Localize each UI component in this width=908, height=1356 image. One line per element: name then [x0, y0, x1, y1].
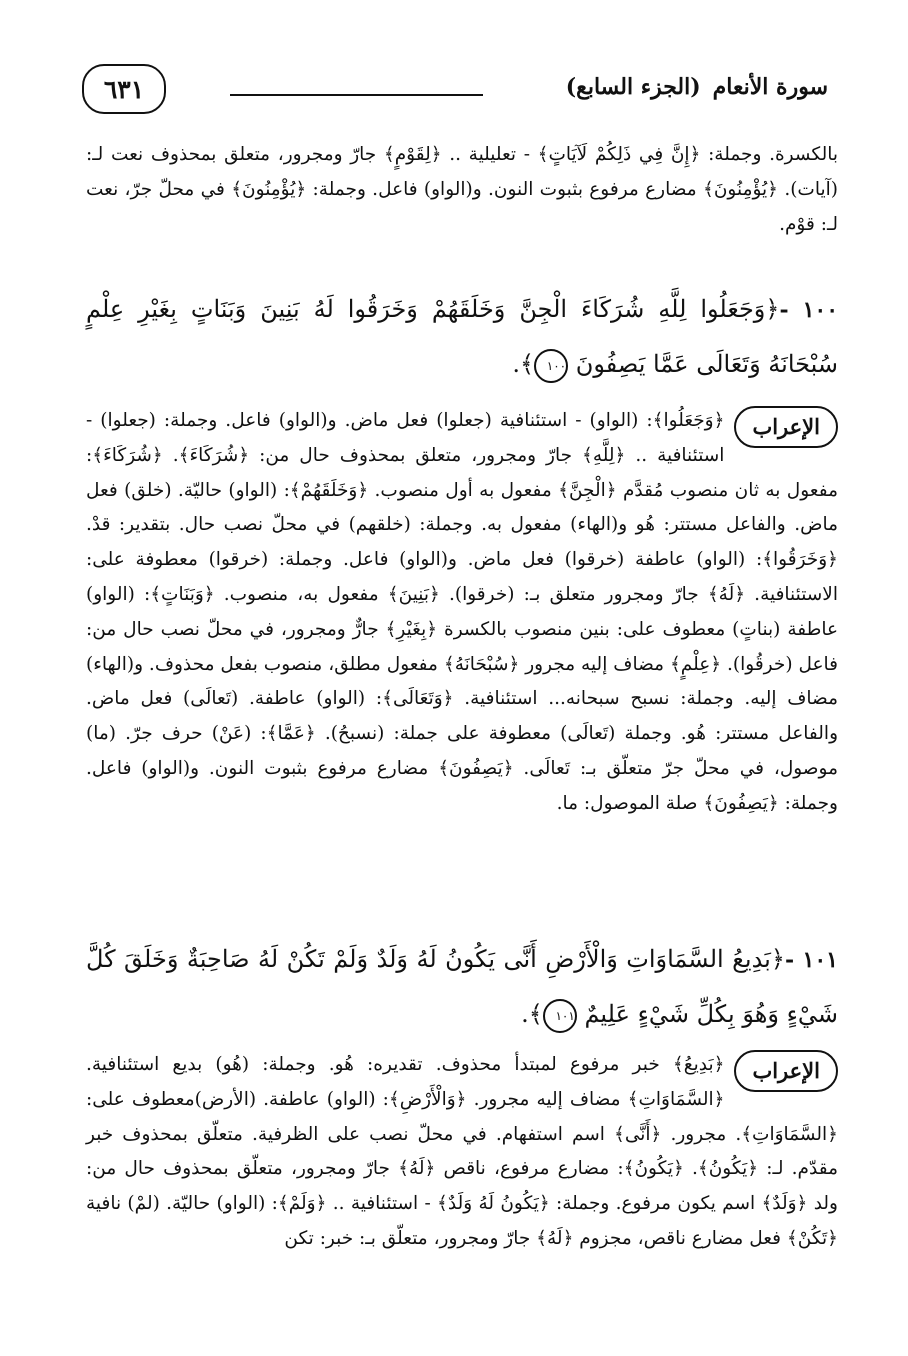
header-rule	[230, 94, 483, 96]
verse-number: ١٠٠ -	[779, 297, 839, 323]
irab-text: ﴿وَجَعَلُوا﴾: (الواو) - استئنافية (جعلوا) فعل ماض. و(الواو) فاعل. وجملة: (جعلوا) - استئنافية .. ﴿لِلَّهِ﴾ جارّ ومجرور، متعلق بمحذوف حال من: ﴿شُرَكَاءَ﴾. ﴿شُرَكَاءَ﴾: مفعول به ثان منصوب مُقدَّم ﴿الْجِنَّ﴾ مفعول به أول منصوب. ﴿وَخَلَقَهُمْ﴾: (الواو) حاليّة. (خلق) فعل ماض. والفاعل مستتر: هُو و(الهاء) مفعول به. وجملة: (خلقهم) في محلّ نصب حال. بتقدير: قدْ. ﴿وَخَرَقُوا﴾: (الواو) عاطفة (خرقوا) فعل ماض. و(الواو) فاعل. وجملة: (خرقوا) معطوفة على: الاستئنافية. ﴿لَهُ﴾ جارّ ومجرور متعلق بـ: (خرقوا). ﴿بَنِينَ﴾ مفعول به، منصوب. ﴿وَبَنَاتٍ﴾: (الواو) عاطفة (بناتٍ) معطوف على: بنين منصوب بالكسرة ﴿بِغَيْرِ﴾ جارٌّ ومجرور، في محلّ نصب حال من: فاعل (خرقُوا). ﴿عِلْمٍ﴾ مضاف إليه مجرور ﴿سُبْحَانَهُ﴾ مفعول مطلق، منصوب بفعل محذوف. و(الهاء) مضاف إليه. وجملة: نسبح سبحانه... استئنافية. ﴿وَتَعَالَى﴾: (الواو) عاطفة. (تَعالَى) فعل ماض. والفاعل مستتر: هُو. وجملة (تَعالَى) معطوفة على جملة: (نسبحُ). ﴿عَمَّا﴾: (عَنْ) حرف جرّ. (ما) موصول، في محلّ جرّ متعلّق بـ: تَعالَى. ﴿يَصِفُونَ﴾ مضارع مرفوع بثبوت النون. و(الواو) فاعل. وجملة: ﴿يَصِفُونَ﴾ صلة الموصول: ما.	[86, 410, 838, 814]
page-header	[82, 62, 828, 116]
ayah-end-marker: ١٠٠	[534, 349, 568, 383]
ayah-end-marker: ١٠١	[543, 999, 577, 1033]
verse-number: ١٠١ -	[784, 947, 838, 973]
verse-text: ﴿بَدِيعُ السَّمَاوَاتِ وَالْأَرْضِ أَنَّى يَكُونُ لَهُ وَلَدٌ وَلَمْ تَكُنْ لَهُ صَاحِبَةٌ وَخَلَقَ كُلَّ شَيْءٍ وَهُوَ بِكُلِّ شَيْءٍ عَلِيمٌ	[86, 945, 838, 1028]
verse-101	[86, 932, 838, 1041]
page-number: ٦٣١	[82, 64, 166, 114]
verse-text: ﴿وَجَعَلُوا لِلَّهِ شُرَكَاءَ الْجِنَّ وَخَلَقَهُمْ وَخَرَقُوا لَهُ بَنِينَ وَبَنَاتٍ بِغَيْرِ عِلْمٍ سُبْحَانَهُ وَتَعَالَى عَمَّا يَصِفُونَ	[86, 295, 838, 378]
part-name: (الجزء السابع)	[565, 74, 701, 100]
irab-label: الإعراب	[734, 1050, 838, 1092]
paragraph-1: بالكسرة. وجملة: ﴿إِنَّ فِي ذَلِكُمْ لَآيَاتٍ﴾ - تعليلية .. ﴿لِقَوْمٍ﴾ جارّ ومجرور، متعلق بمحذوف نعت لـ: (آيات). ﴿يُؤْمِنُونَ﴾ مضارع مرفوع بثبوت النون. و(الواو) فاعل. وجملة: ﴿يُؤْمِنُونَ﴾ في محلّ جرّ، نعت لـ: قوْم.	[86, 144, 838, 235]
verse-100	[86, 282, 838, 391]
irab-text: ﴿بَدِيعُ﴾ خبر مرفوع لمبتدأ محذوف. تقديره: هُو. وجملة: (هُو) بديع استئنافية. ﴿السَّمَاوَاتِ﴾ مضاف إليه مجرور. ﴿وَالْأَرْضِ﴾: (الواو) عاطفة. (الأرض)معطوف على: ﴿السَّمَاوَاتِ﴾. مجرور. ﴿أَنَّى﴾ اسم استفهام. في محلّ نصب على الظرفية. متعلّق بمحذوف خبر مقدّم. لـ: ﴿يَكُونُ﴾. ﴿يَكُونُ﴾: مضارع مرفوع، ناقص ﴿لَهُ﴾ جارّ ومجرور، متعلّق بمحذوف حال من: ولد ﴿وَلَدٌ﴾ اسم يكون مرفوع. وجملة: ﴿يَكُونُ لَهُ وَلَدٌ﴾ - استئنافية .. ﴿وَلَمْ﴾: (الواو) حاليّة. (لمْ) نافية ﴿تَكُنْ﴾ فعل مضارع ناقص، مجزوم ﴿لَهُ﴾ جارّ ومجرور، متعلّق بـ: خبر: تكن	[86, 1054, 838, 1249]
running-title	[566, 74, 828, 100]
irab-block-1	[86, 404, 838, 822]
verse-close: ﴾.	[521, 1000, 543, 1028]
surah-name: سورة الأنعام	[712, 74, 828, 100]
irab-label: الإعراب	[734, 406, 838, 448]
verse-close: ﴾.	[512, 350, 535, 378]
irab-block-2	[86, 1048, 838, 1257]
